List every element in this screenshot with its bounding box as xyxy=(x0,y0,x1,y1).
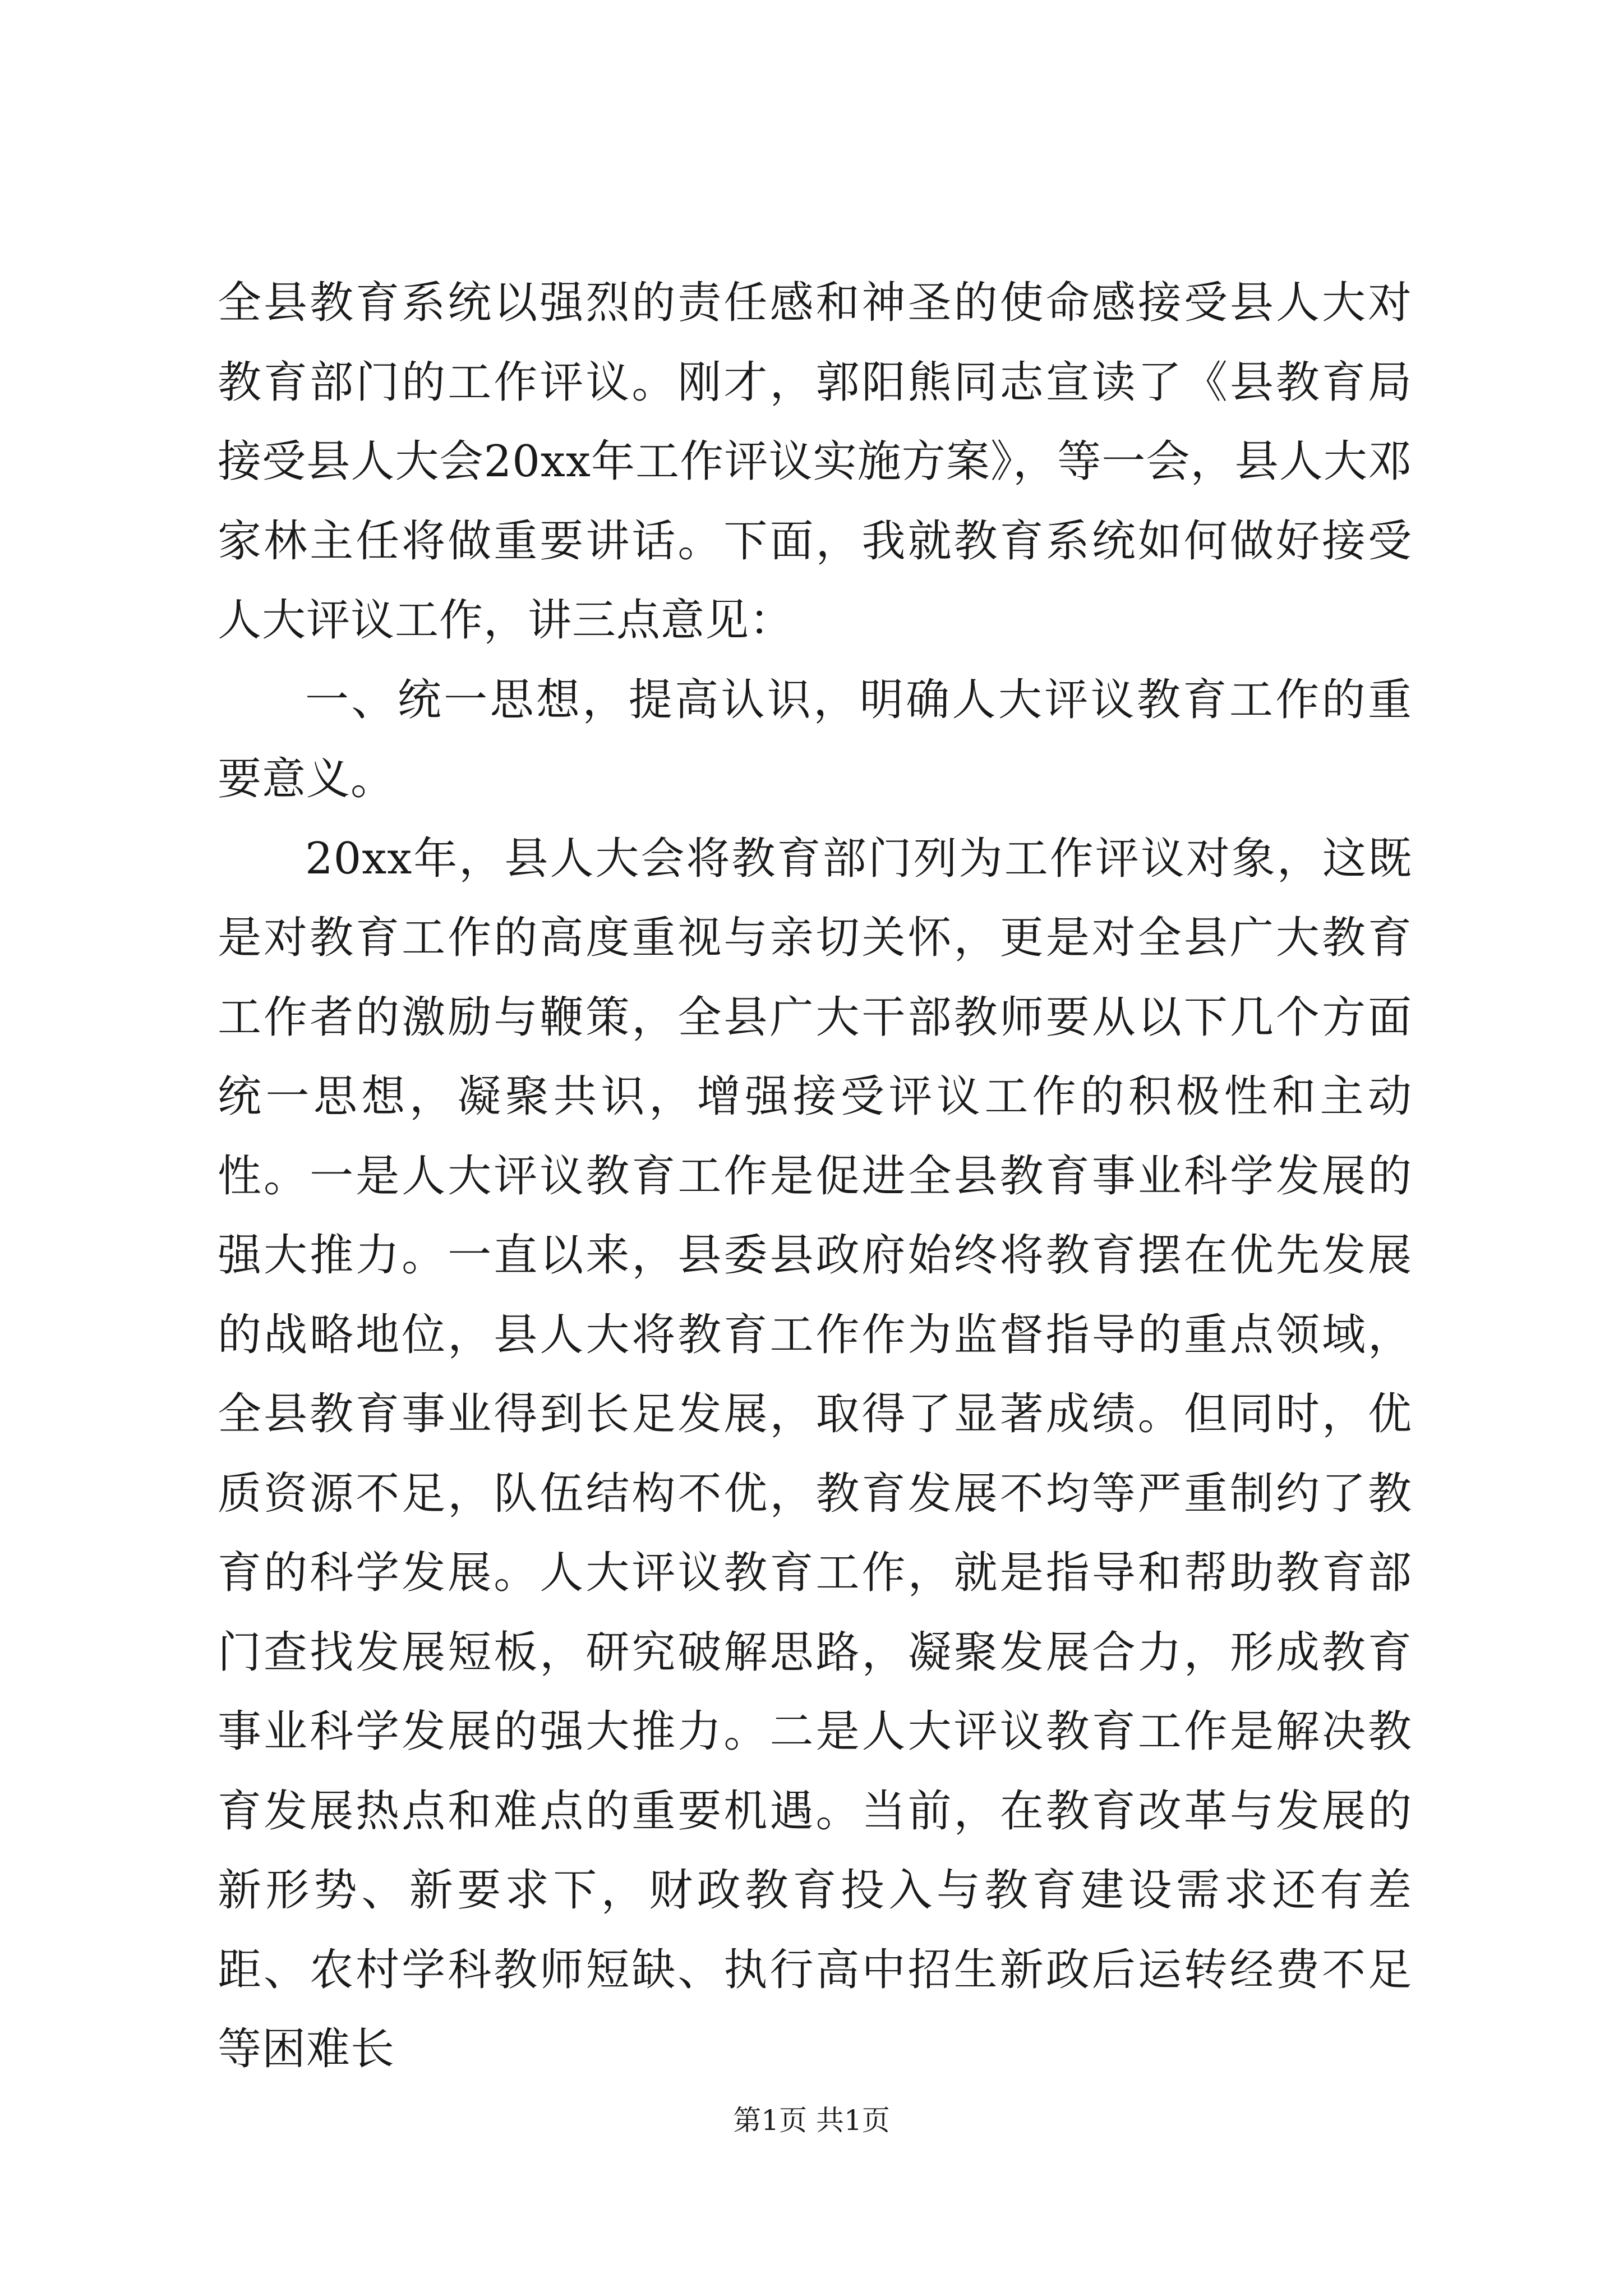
paragraph-body: 20xx年，县人大会将教育部门列为工作评议对象，这既是对教育工作的高度重视与亲切关怀，更是对全县广大教育工作者的激励与鞭策，全县广大干部教师要从以下几个方面统一思想，凝聚共识，增强接受评议工作的积极性和主动性。一是人大评议教育工作是促进全县教育事业科学发展的强大推力。一直以来，县委县政府始终将教育摆在优先发展的战略地位，县人大将教育工作作为监督指导的重点领域，全县教育事业得到长足发展，取得了显著成绩。但同时，优质资源不足，队伍结构不优，教育发展不均等严重制约了教育的科学发展。人大评议教育工作，就是指导和帮助教育部门查找发展短板，研究破解思路，凝聚发展合力，形成教育事业科学发展的强大推力。二是人大评议教育工作是解决教育发展热点和难点的重要机遇。当前，在教育改革与发展的新形势、新要求下，财政教育投入与教育建设需求还有差距、农村学科教师短缺、执行高中招生新政后运转经费不足等困难长 xyxy=(218,833,1412,2074)
page-footer xyxy=(0,2101,1623,2140)
paragraph-intro: 全县教育系统以强烈的责任感和神圣的使命感接受县人大对教育部门的工作评议。刚才，郭阳熊同志宣读了《县教育局接受县人大会20xx年工作评议实施方案》，等一会，县人大邓家林主任将做重要讲话。下面，我就教育系统如何做好接受人大评议工作，讲三点意见： xyxy=(218,278,1412,646)
document-body xyxy=(218,264,1412,2090)
paragraph-heading-one: 一、统一思想，提高认识，明确人大评议教育工作的重要意义。 xyxy=(218,674,1412,804)
page-number-label: 第1页 共1页 xyxy=(733,2104,890,2137)
